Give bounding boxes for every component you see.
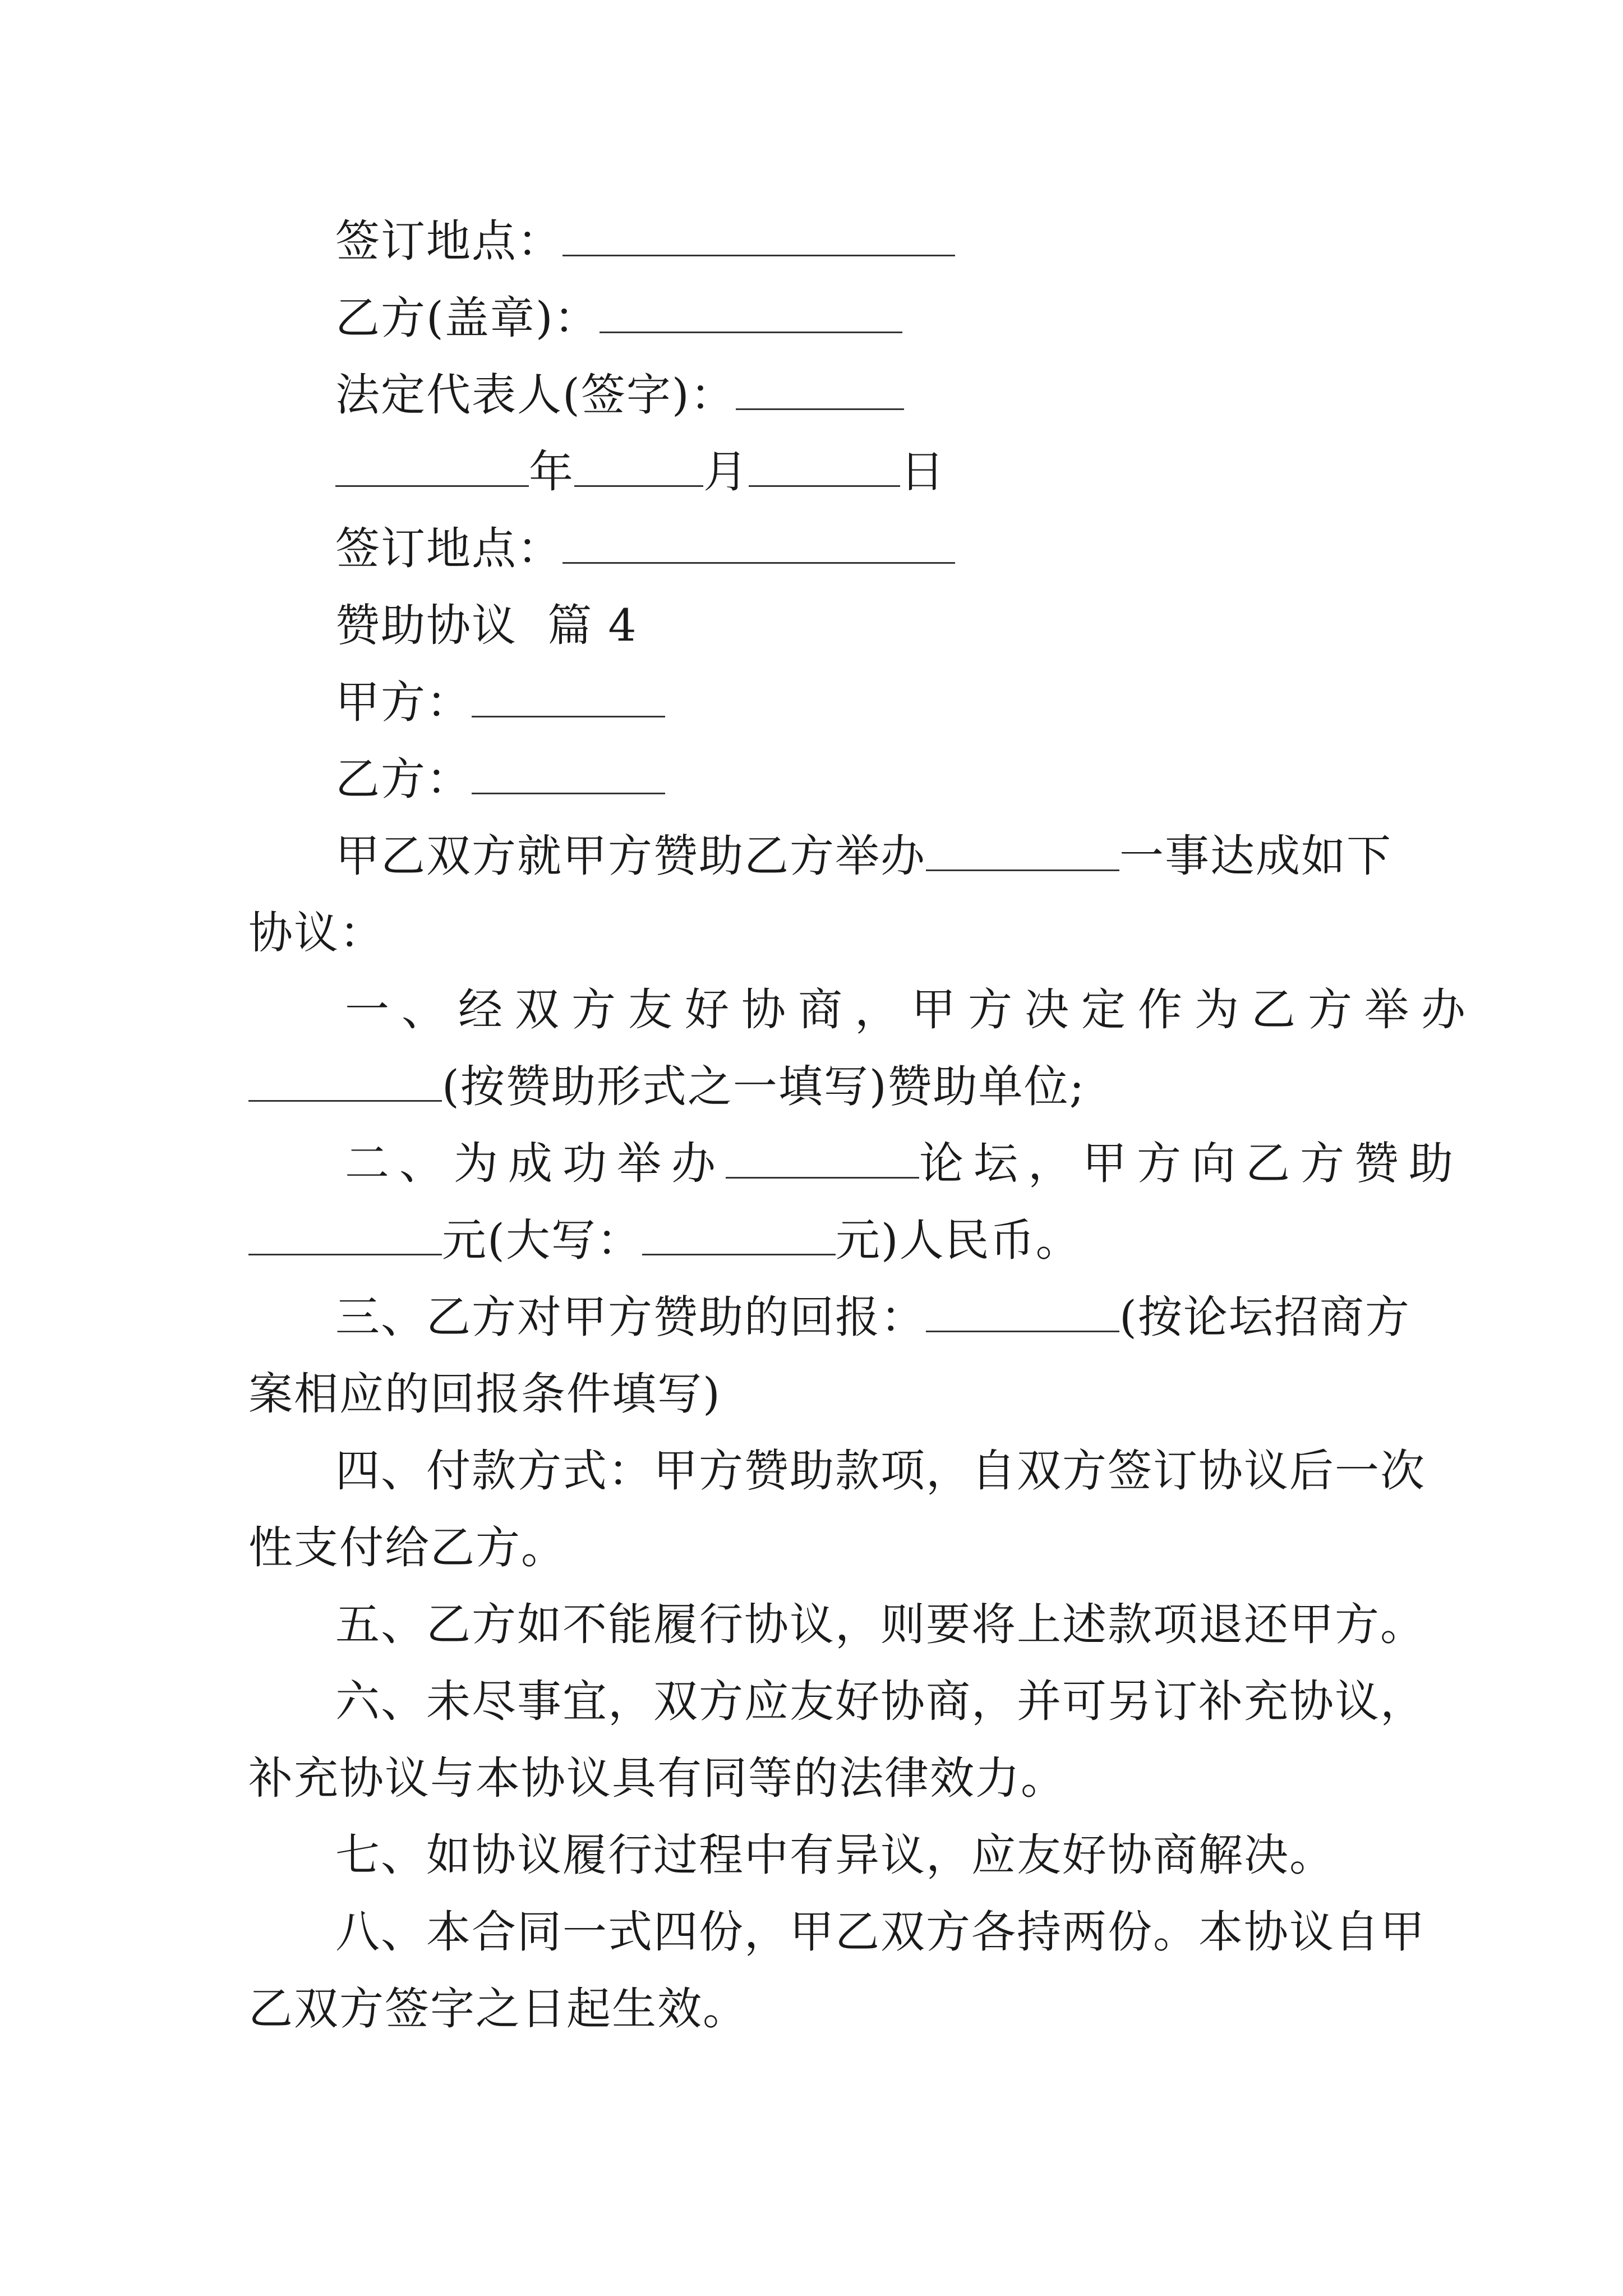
month-blank	[574, 446, 703, 487]
clause-3-line-1	[335, 1289, 1410, 1345]
signing-place-label-2: 签订地点：	[335, 523, 562, 574]
clause-7-line-1: 七、如协议履行过程中有异议，应友好协商解决。	[335, 1829, 1335, 1881]
signing-place-blank	[562, 215, 955, 256]
forum-name-blank	[726, 1138, 919, 1179]
clause-2-line-2	[248, 1212, 1081, 1268]
clause-3-text-a2: (按论坛招商方	[1119, 1291, 1410, 1343]
clause-3-text-a1: 三、乙方对甲方赞助的回报：	[335, 1291, 926, 1343]
intro-line-1	[335, 828, 1392, 884]
agreement-heading: 赞助协议 篇 4	[335, 600, 638, 651]
party-b-seal-blank	[600, 292, 902, 333]
date-line	[335, 444, 946, 500]
clause-2-text-a2: 论坛，甲方向乙方赞助	[919, 1138, 1463, 1189]
day-blank	[749, 446, 900, 487]
year-label: 年	[529, 446, 574, 498]
amount-blank	[248, 1214, 442, 1255]
clause-8-line-1: 八、本合同一式四份，甲乙双方各持两份。本协议自甲	[335, 1906, 1426, 1958]
clause-5-line-1: 五、乙方如不能履行协议，则要将上述款项退还甲方。	[335, 1599, 1426, 1650]
signing-place-blank-2	[562, 523, 955, 564]
clause-1-blank	[248, 1061, 442, 1102]
clause-2-line-1	[345, 1135, 1463, 1191]
event-blank	[926, 830, 1119, 871]
intro-line-2: 协议：	[248, 907, 385, 959]
clause-2-text-a1: 二、为成功举办	[345, 1138, 726, 1189]
legal-rep-label: 法定代表人(签字)：	[335, 369, 736, 421]
party-a-label: 甲方：	[335, 677, 472, 728]
clause-1-line-2	[248, 1059, 1085, 1115]
clause-6-line-1: 六、未尽事宜，双方应友好协商，并可另订补充协议，	[335, 1676, 1426, 1727]
amount-capital-blank	[642, 1214, 836, 1255]
party-b-line	[335, 751, 665, 807]
signing-place-label: 签订地点：	[335, 215, 562, 267]
legal-rep-line	[335, 367, 904, 423]
party-b-seal-label: 乙方(盖章)：	[335, 292, 600, 344]
clause-4-line-2: 性支付给乙方。	[248, 1522, 566, 1573]
legal-rep-blank	[736, 369, 904, 410]
day-label: 日	[900, 446, 946, 498]
party-a-line	[335, 674, 665, 730]
party-b-blank	[472, 753, 665, 794]
clause-1-text-b: (按赞助形式之一填写)赞助单位;	[442, 1061, 1086, 1112]
signing-place-line-2	[335, 521, 955, 577]
clause-8-line-2: 乙双方签字之日起生效。	[248, 1983, 748, 2035]
clause-4-line-1: 四、付款方式：甲方赞助款项，自双方签订协议后一次	[335, 1445, 1426, 1497]
party-b-seal-line	[335, 290, 902, 346]
intro-text-a: 甲乙双方就甲方赞助乙方举办	[335, 830, 926, 882]
clause-3-line-2: 案相应的回报条件填写)	[248, 1368, 721, 1420]
clause-2-text-b1: 元(大写：	[442, 1214, 642, 1266]
month-label: 月	[703, 446, 749, 498]
clause-2-text-b2: 元)人民币。	[835, 1214, 1081, 1266]
signing-place-line-1	[335, 213, 955, 269]
reward-blank	[926, 1291, 1119, 1332]
party-b-label: 乙方：	[335, 753, 472, 805]
party-a-blank	[472, 677, 665, 717]
clause-6-line-2: 补充协议与本协议具有同等的法律效力。	[248, 1752, 1066, 1804]
clause-1-line-1: 一、经双方友好协商，甲方决定作为乙方举办	[345, 984, 1478, 1036]
year-blank	[335, 446, 529, 487]
intro-text-b: 一事达成如下	[1119, 830, 1392, 882]
